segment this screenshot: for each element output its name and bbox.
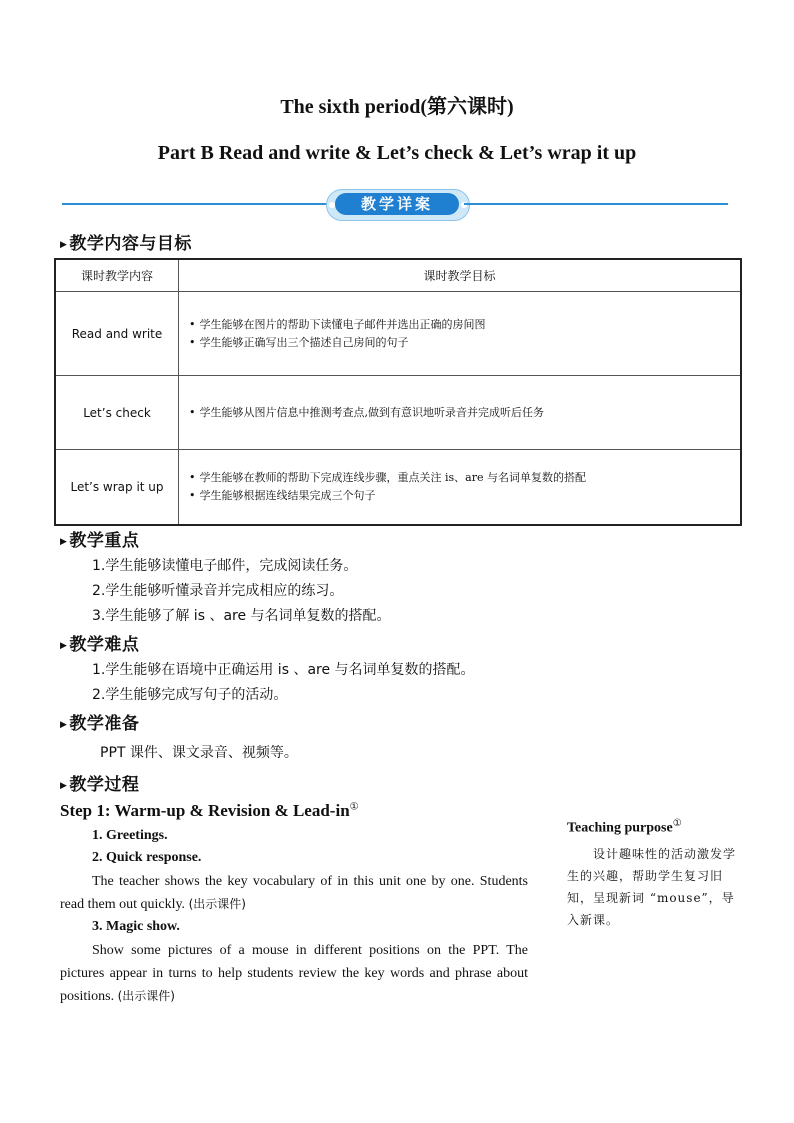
section-preparation-heading: ▶ 教学准备 (60, 714, 140, 734)
teaching-purpose-note (567, 818, 747, 931)
triangle-icon: ▶ (60, 537, 68, 547)
step1-item-label: 2. Quick response. (92, 850, 202, 865)
goal-item: • 学生能够从图片信息中推测考查点,做到有意识地听录音并完成听后任务 (189, 405, 544, 419)
page-subtitle: Part B Read and write & Let’s check & Let’s wrap it up (157, 142, 637, 164)
table-cell-content: Read and write (55, 292, 179, 376)
preparation-text: PPT 课件、课文录音、视频等。 (100, 745, 298, 761)
triangle-icon: ▶ (60, 641, 68, 651)
step1-item-text: Show some pictures of a mouse in different positions on the PPT. The pictures appear in turns to help students review the key words and phrase about positions. (出示课件) (60, 943, 528, 1004)
section-key-points-heading: ▶ 教学重点 (60, 531, 140, 551)
goal-item: • 学生能够正确写出三个描述自己房间的句子 (189, 335, 409, 349)
banner-badge (326, 189, 470, 221)
key-point-item: 2.学生能够听懂录音并完成相应的练习。 (92, 583, 344, 599)
table-header-goals: 课时教学目标 (179, 259, 742, 292)
triangle-icon: ▶ (60, 240, 68, 250)
table-cell-content: Let’s check (55, 376, 179, 450)
triangle-icon: ▶ (60, 781, 68, 791)
table-cell-goals (179, 376, 742, 450)
step1-item-label: 1. Greetings. (92, 828, 168, 843)
banner-text: 教学详案 (360, 195, 433, 213)
table-row (55, 450, 741, 525)
table-row (55, 376, 741, 450)
banner-dot-left (329, 202, 335, 208)
goal-item: • 学生能够在图片的帮助下读懂电子邮件并选出正确的房间图 (189, 317, 486, 331)
difficulty-item: 2.学生能够完成写句子的活动。 (92, 687, 288, 703)
table-cell-content: Let’s wrap it up (55, 450, 179, 525)
table-header-content: 课时教学内容 (55, 259, 179, 292)
section-process-heading: ▶ 教学过程 (60, 775, 140, 795)
key-point-item: 1.学生能够读懂电子邮件，完成阅读任务。 (92, 558, 358, 574)
difficulty-item: 1.学生能够在语境中正确运用 is 、are 与名词单复数的搭配。 (92, 662, 475, 678)
step1-title: Step 1: Warm-up & Revision & Lead-in① (60, 801, 359, 820)
banner-line-right (464, 203, 728, 205)
footnote-marker: ① (672, 818, 682, 829)
page-title: The sixth period(第六课时) (280, 96, 514, 118)
objectives-table (54, 258, 742, 526)
table-cell-goals (179, 450, 742, 525)
section-objectives-heading: ▶ 教学内容与目标 (60, 234, 192, 254)
step1-item-label: 3. Magic show. (92, 919, 180, 934)
key-point-item: 3.学生能够了解 is 、are 与名词单复数的搭配。 (92, 608, 391, 624)
table-cell-goals (179, 292, 742, 376)
goal-item: • 学生能够根据连线结果完成三个句子 (189, 488, 376, 502)
table-row (55, 292, 741, 376)
footnote-marker: ① (349, 801, 359, 813)
side-note-body: 设计趣味性的活动激发学生的兴趣，帮助学生复习旧知，呈现新词 “mouse”，导入新课。 (567, 846, 737, 927)
section-difficulties-heading: ▶ 教学难点 (60, 635, 140, 655)
goal-item: • 学生能够在教师的帮助下完成连线步骤，重点关注 is、are 与名词单复数的搭配 (189, 470, 586, 484)
side-note-title: Teaching purpose① (567, 818, 682, 836)
banner-line-left (62, 203, 332, 205)
step1-item-text: The teacher shows the key vocabulary of in this unit one by one. Students read them out quickly. (出示课件) (60, 874, 528, 912)
table-header-row (55, 259, 741, 292)
triangle-icon: ▶ (60, 720, 68, 730)
